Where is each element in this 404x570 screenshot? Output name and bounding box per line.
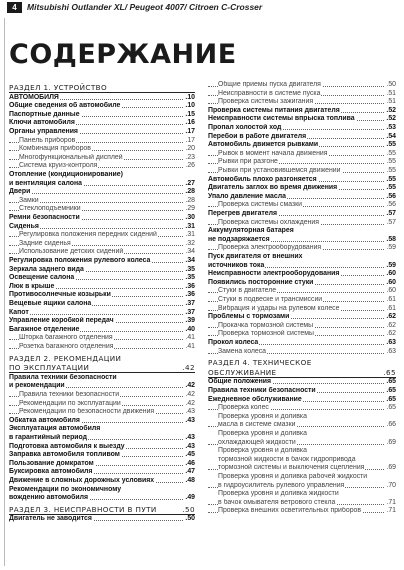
- toc-entry[interactable]: Отопление (кондиционирование): [9, 171, 123, 178]
- toc-subentry[interactable]: в гидроусилитель рулевого управления .70: [208, 482, 396, 490]
- toc-entry[interactable]: Неисправности системы впрыска топлива .52: [208, 115, 396, 123]
- toc-entry[interactable]: Проблемы с тормозами .62: [208, 313, 396, 321]
- toc-entry[interactable]: Общие сведения об автомобиле .10: [9, 102, 195, 110]
- toc-subentry[interactable]: Проверка уровня и доливка: [218, 430, 307, 437]
- toc-entry[interactable]: Перегрев двигателя .57: [208, 210, 396, 217]
- toc-entry[interactable]: Рекомендации по экономичному: [9, 485, 122, 493]
- toc-section-heading[interactable]: ПО ЭКСПЛУАТАЦИИ .42: [9, 363, 195, 373]
- toc-entry[interactable]: Двери .28: [9, 188, 195, 196]
- toc-subentry[interactable]: Использование детских сидений .34: [9, 248, 195, 256]
- toc-subentry[interactable]: Рывок в момент начала движения .55: [208, 150, 396, 158]
- toc-subentry[interactable]: Система круиз-контроля .26: [9, 162, 195, 170]
- page-number: 4: [7, 2, 22, 13]
- toc-subentry[interactable]: Рекомендации по безопасности движения .43: [9, 408, 195, 416]
- toc-subentry[interactable]: охлаждающей жидкости .69: [208, 439, 396, 447]
- toc-entry[interactable]: источников тока .59: [208, 261, 396, 269]
- toc-subentry[interactable]: Правила техники безопасности .42: [9, 391, 195, 399]
- toc-subentry[interactable]: Рывки при разгоне .55: [208, 158, 396, 166]
- toc-entry[interactable]: Освещение салона .35: [9, 274, 195, 282]
- toc-section-heading[interactable]: РАЗДЕЛ 3. НЕИСПРАВНОСТИ В ПУТИ .50: [9, 504, 195, 514]
- toc-entry[interactable]: и рекомендации .42: [9, 382, 195, 390]
- toc-entry[interactable]: Двигатель не заводится .50: [9, 515, 195, 523]
- toc-subentry[interactable]: Рекомендации по эксплуатации .42: [9, 400, 195, 408]
- toc-entry[interactable]: вождению автомобиля .49: [9, 494, 195, 502]
- toc-section-heading[interactable]: РАЗДЕЛ 4. ТЕХНИЧЕСКОЕ: [208, 358, 312, 368]
- toc-subentry[interactable]: Проверка системы смазки .56: [208, 201, 396, 209]
- toc-entry[interactable]: Упало давление масла .56: [208, 192, 396, 200]
- toc-subentry[interactable]: Проверка уровня и доливка: [218, 447, 307, 455]
- toc-entry[interactable]: Органы управления .17: [9, 128, 195, 135]
- toc-entry[interactable]: Вещевые ящики салона .37: [9, 300, 195, 307]
- toc-entry[interactable]: Управление коробкой передач .39: [9, 317, 195, 325]
- toc-entry[interactable]: Противосолнечные козырьки .36: [9, 291, 195, 299]
- toc-subentry[interactable]: в бачок омывателя ветрового стекла .71: [208, 499, 396, 507]
- toc-subentry[interactable]: Замена колеса .63: [208, 348, 396, 356]
- toc-entry[interactable]: Автомобиль плохо разгоняется .55: [208, 175, 396, 183]
- toc-subentry[interactable]: Проверка тормозной системы .62: [208, 330, 396, 338]
- toc-subentry[interactable]: Рывки при установившемся движении .55: [208, 167, 396, 175]
- toc-subentry[interactable]: Вибрация и удары на рулевом колесе .61: [208, 305, 396, 313]
- toc-subentry[interactable]: Прокачка тормозной системы .62: [208, 322, 396, 330]
- toc-entry[interactable]: Перебои в работе двигателя .54: [208, 132, 396, 140]
- toc-entry[interactable]: Эксплуатация автомобиля: [9, 425, 101, 433]
- toc-subentry[interactable]: Общие приемы пуска двигателя .50: [208, 81, 396, 89]
- toc-entry[interactable]: Аккумуляторная батарея: [208, 227, 294, 235]
- toc-entry[interactable]: Регулировка положения рулевого колеса .34: [9, 257, 195, 264]
- toc-entry[interactable]: Заправка автомобиля топливом .45: [9, 451, 195, 459]
- toc-subentry[interactable]: Задние сиденья .32: [9, 240, 195, 248]
- toc-subentry[interactable]: Неисправности в системе пуска .51: [208, 90, 396, 98]
- toc-entry[interactable]: Ключи автомобиля .16: [9, 119, 195, 127]
- toc-entry[interactable]: Двигатель заглох во время движения .55: [208, 184, 396, 192]
- toc-entry[interactable]: Зеркала заднего вида .35: [9, 265, 195, 273]
- toc-subentry[interactable]: Розетка багажного отделения .41: [9, 343, 195, 351]
- toc-subentry[interactable]: Проверка внешних осветительных приборов .71: [208, 507, 396, 515]
- toc-subentry[interactable]: тормозной системы и выключения сцепления .69: [208, 464, 396, 472]
- toc-entry[interactable]: Общие положения .65: [208, 378, 396, 386]
- toc-entry[interactable]: Правила техники безопасности .65: [208, 387, 396, 394]
- running-head: Mitsubishi Outlander XL/ Peugeot 4007/ Citroen C-Crosser: [27, 2, 263, 12]
- toc-entry[interactable]: Обкатка автомобиля .43: [9, 416, 195, 424]
- toc-entry[interactable]: Ремни безопасности .30: [9, 214, 195, 221]
- toc-subentry[interactable]: Замки .28: [9, 197, 195, 205]
- toc-entry[interactable]: Автомобиль движется рывками .55: [208, 141, 396, 149]
- toc-entry[interactable]: Люк в крыше .36: [9, 282, 195, 290]
- toc-entry[interactable]: Проверка системы питания двигателя .52: [208, 106, 396, 114]
- toc-entry[interactable]: АВТОМОБИЛЯ .10: [9, 93, 195, 101]
- toc-subentry[interactable]: Стуки в подвеске и трансмиссии .61: [208, 296, 396, 304]
- toc-subentry[interactable]: Проверка электрооборудования .59: [208, 244, 396, 252]
- toc-subentry[interactable]: Проверка системы зажигания .51: [208, 98, 396, 106]
- toc-entry[interactable]: Капот .37: [9, 308, 195, 316]
- toc-entry[interactable]: не подзаряжается .58: [208, 235, 396, 243]
- toc-entry[interactable]: Ежедневное обслуживание .65: [208, 395, 396, 403]
- toc-entry[interactable]: в гарантийный период .43: [9, 434, 195, 441]
- toc-subentry[interactable]: масла в системе смазки .66: [208, 421, 396, 429]
- toc-entry[interactable]: Пуск двигателя от внешних: [208, 253, 303, 260]
- toc-section-heading[interactable]: РАЗДЕЛ 1. УСТРОЙСТВО: [9, 84, 195, 93]
- toc-entry[interactable]: Правила техники безопасности: [9, 373, 117, 381]
- toc-entry[interactable]: Прокол колеса .63: [208, 339, 396, 346]
- toc-subentry[interactable]: Стеклоподъемники .29: [9, 205, 195, 213]
- toc-entry[interactable]: Багажное отделение .40: [9, 325, 195, 333]
- toc-entry[interactable]: Движение в сложных дорожных условиях .48: [9, 477, 195, 484]
- toc-entry[interactable]: и вентиляция салона .27: [9, 179, 195, 187]
- toc-subentry[interactable]: Проверка уровня и доливка рабочей жидкости: [218, 473, 368, 480]
- toc-subentry[interactable]: тормозной жидкости в бачок гидропривода: [218, 455, 356, 463]
- toc-section-heading[interactable]: РАЗДЕЛ 2. РЕКОМЕНДАЦИИ: [9, 353, 122, 363]
- toc-entry[interactable]: Появились посторонние стуки .60: [208, 278, 396, 286]
- page-title: СОДЕРЖАНИЕ: [9, 39, 237, 70]
- toc-subentry[interactable]: Проверка уровня и доливка жидкости: [218, 490, 339, 498]
- margin-rule: [4, 18, 5, 566]
- toc-entry[interactable]: Пользование домкратом .46: [9, 459, 195, 467]
- toc-subentry[interactable]: Проверка колес .65: [208, 404, 396, 412]
- toc-entry[interactable]: Буксировка автомобиля .47: [9, 468, 195, 476]
- toc-subentry[interactable]: Панель приборов .17: [9, 137, 195, 145]
- toc-subentry[interactable]: Стуки в двигателе .60: [208, 287, 396, 295]
- toc-subentry[interactable]: Многофункциональный дисплей .23: [9, 154, 195, 162]
- toc-subentry[interactable]: Проверка системы охлаждения .57: [208, 219, 396, 227]
- toc-entry[interactable]: Подготовка автомобиля к выезду .43: [9, 442, 195, 450]
- toc-subentry[interactable]: Проверка уровня и доливка: [218, 412, 307, 420]
- toc-subentry[interactable]: Регулировка положения передних сидений .31: [9, 231, 195, 239]
- toc-subentry[interactable]: Шторка багажного отделения .41: [9, 334, 195, 342]
- toc-entry[interactable]: Сиденья .31: [9, 222, 195, 230]
- toc-entry[interactable]: Неисправности электрооборудования .60: [208, 270, 396, 278]
- toc-subentry[interactable]: Комбинация приборов .20: [9, 145, 195, 153]
- toc-entry[interactable]: Пропал холостой ход .53: [208, 124, 396, 131]
- toc-entry[interactable]: Паспортные данные .15: [9, 110, 195, 118]
- toc-section-heading[interactable]: ОБСЛУЖИВАНИЕ .65: [208, 367, 396, 377]
